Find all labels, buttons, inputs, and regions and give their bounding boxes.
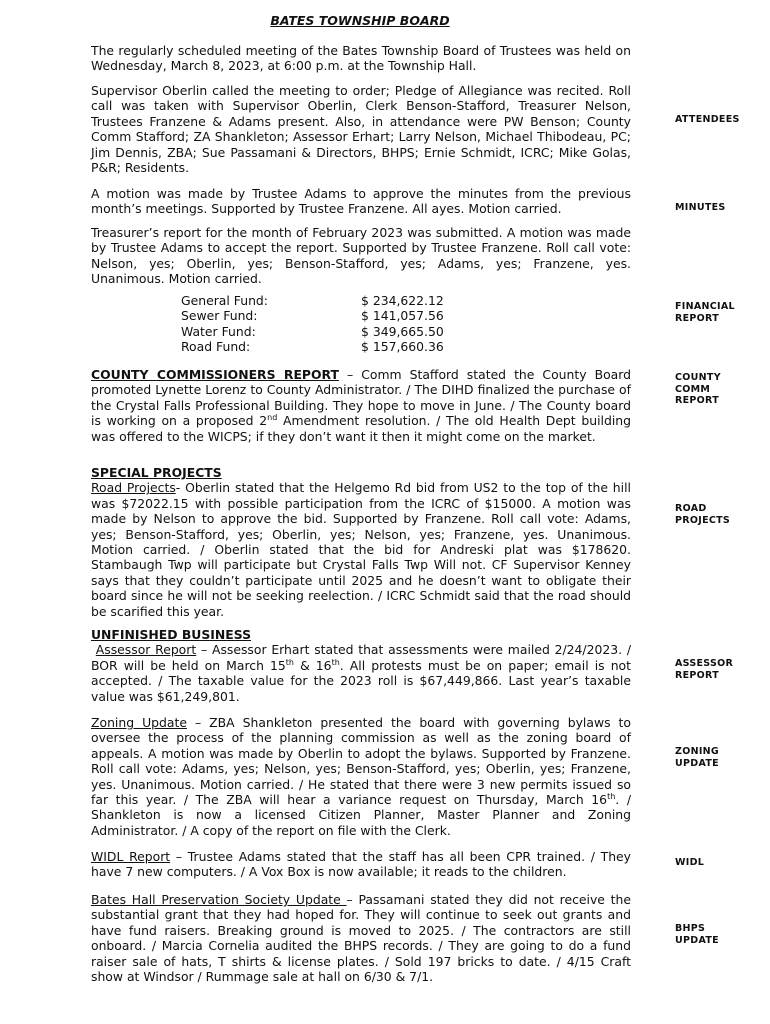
treasurer-paragraph: [91, 225, 631, 287]
road-projects-label: Road Projects: [91, 480, 176, 496]
assessor-sup-1: th: [285, 657, 294, 667]
assessor-text-c: . All protests must be on paper; email is not accepted. / The taxable value for the 2023 roll is $67,449,866. Last year’s taxable value was $61,249,801.: [91, 657, 631, 704]
widl-text: – Trustee Adams stated that the staff has all been CPR trained. / They have 7 new computers. / A Vox Box is now available; it reads to the children.: [91, 849, 632, 880]
attendance-text: Supervisor Oberlin called the meeting to order; Pledge of Allegiance was recited. Roll call was taken with Supervisor Oberlin, Clerk Benson-Stafford, Treasurer Nelson, Trustees Franzene & Adams present. Also, in attendance were PW Benson; County Comm Stafford; ZA Shankleton; Assessor Erhart; Larry Nelson, Michael Thibodeau, PC; Jim Dennis, ZBA; Sue Passamani & Directors, BHPS; Ernie Schmidt, ICRC; Mike Golas, P&R; Residents.: [91, 83, 631, 176]
bhps-text: – Passamani stated they did not receive the substantial grant that they had hoped for. They will continue to seek out grants and have fund raisers. Breaking ground is moved to 2025. / The contractors are still onboard. / Marcia Cornelia audited the BHPS records. / They are going to do a fund raiser sale of hats, T shirts & license plates. / Sold 197 bricks to date. / 4/15 Craft show at Windsor / Rummage sale at hall on 6/30 & 7/1.: [91, 892, 631, 985]
fund-name: Road Fund:: [181, 339, 251, 355]
widl-label: WIDL Report: [91, 849, 171, 864]
side-heading-road-projects: ROAD PROJECTS: [675, 503, 731, 526]
funds-table: [181, 293, 444, 355]
side-heading-zoning-update: ZONING UPDATE: [675, 746, 719, 769]
treasurer-text: Treasurer’s report for the month of February 2023 was submitted. A motion was made by Trustee Adams to accept the report. Supported by Trustee Franzene. Roll call vote: Nelson, yes; Oberlin, yes; Benson-Stafford, yes; Adams, yes; Franzene, yes. Unanimous. Motion carried.: [91, 225, 631, 287]
zoning-text-b: . / Shankleton is now a licensed Citizen Planner, Master Planner and Zoning Administrator. / A copy of the report on file with the Clerk.: [91, 792, 631, 838]
assessor-text-a: – Assessor Erhart stated that assessments were mailed 2/24/2023. / BOR will be held on March 15: [91, 642, 632, 673]
fund-amount: $ 157,660.36: [361, 339, 444, 355]
fund-name: General Fund:: [181, 293, 268, 308]
fund-amount: $ 349,665.50: [361, 323, 444, 339]
county-sup: nd: [267, 413, 278, 423]
zoning-sup: th: [607, 791, 616, 801]
side-heading-financial-report: FINANCIAL REPORT: [675, 301, 735, 324]
fund-amount: $ 141,057.56: [361, 308, 444, 324]
intro-text: The regularly scheduled meeting of the Bates Township Board of Trustees was held on Wednesday, March 8, 2023, at 6:00 p.m. at the Township Hall.: [91, 43, 631, 74]
road-projects-text: - Oberlin stated that the Helgemo Rd bid from US2 to the top of the hill was $72022.15 with possible participation from the ICRC of $15000. A motion was made by Nelson to approve the bid. Supported by Franzene. Roll call vote: Adams, yes; Benson-Stafford, yes; Oberlin, yes; Nelson, yes; Franzene, yes. Unanimous. Motion carried. / Oberlin stated that the bid for Andreski plat was $178620. Stambaugh Twp will participate but Crystal Falls Twp Will not. CF Supervisor Kenney says that they couldn’t participate until 2025 and he doesn’t want to obligate their board since he will not be seeking reelection. / ICRC Schmidt said that the road should be scarified this year.: [91, 480, 631, 619]
fund-row: [181, 324, 444, 339]
county-paragraph: [91, 367, 631, 444]
minutes-paragraph: [91, 186, 631, 217]
side-heading-bhps-update: BHPS UPDATE: [675, 923, 719, 946]
attendance-paragraph: [91, 83, 631, 175]
unfinished-business-paragraph: [91, 627, 631, 704]
unfinished-heading: UNFINISHED BUSINESS: [91, 627, 252, 642]
county-text-a: – Comm Stafford stated the County Board promoted Lynette Lorenz to County Administrator. / The DIHD finalized the purchase of the Crystal Falls Professional Building. They hope to move in June. / The County board is working on a proposed 2: [91, 367, 631, 429]
assessor-text-b: & 16: [294, 657, 332, 673]
side-heading-assessor-report: ASSESSOR REPORT: [675, 658, 734, 681]
document-title: BATES TOWNSHIP BOARD: [270, 13, 450, 28]
zoning-paragraph: [91, 715, 631, 838]
bhps-paragraph: [91, 892, 631, 984]
widl-paragraph: [91, 849, 631, 880]
fund-row: [181, 308, 444, 323]
fund-row: [181, 293, 444, 308]
county-heading: COUNTY COMMISSIONERS REPORT: [91, 367, 339, 382]
side-heading-minutes: MINUTES: [675, 202, 726, 213]
special-heading: SPECIAL PROJECTS: [91, 465, 222, 480]
county-text-b: Amendment resolution. / The old Health Dept building was offered to the WICPS; if they don’t want it then it might come on the market.: [91, 413, 631, 444]
assessor-label: Assessor Report: [95, 642, 197, 658]
side-heading-attendees: ATTENDEES: [675, 114, 740, 125]
fund-amount: $ 234,622.12: [361, 293, 444, 308]
fund-name: Sewer Fund:: [181, 308, 258, 324]
fund-name: Water Fund:: [181, 323, 256, 339]
intro-paragraph: [91, 43, 631, 74]
zoning-label: Zoning Update: [91, 715, 187, 730]
bhps-label: Bates Hall Preservation Society Update: [91, 892, 347, 907]
assessor-sup-2: th: [331, 657, 340, 667]
side-heading-county-comm-report: COUNTY COMM REPORT: [675, 372, 721, 406]
side-heading-widl: WIDL: [675, 857, 705, 868]
minutes-text: A motion was made by Trustee Adams to approve the minutes from the previous month’s meetings. Supported by Trustee Franzene. All ayes. Motion carried.: [91, 186, 631, 217]
fund-row: [181, 339, 444, 354]
zoning-text-a: – ZBA Shankleton presented the board with governing bylaws to oversee the process of the planning commission as well as the zoning board of appeals. A motion was made by Oberlin to adopt the bylaws. Supported by Franzene. Roll call vote: Adams, yes; Nelson, yes; Benson-Stafford, yes; Oberlin, yes; Franzene, yes. Unanimous. Motion carried. / He stated that there were 3 new permits issued so far this year. / The ZBA will hear a variance request on Thursday, March 16: [91, 715, 631, 808]
special-projects-paragraph: [91, 465, 631, 619]
